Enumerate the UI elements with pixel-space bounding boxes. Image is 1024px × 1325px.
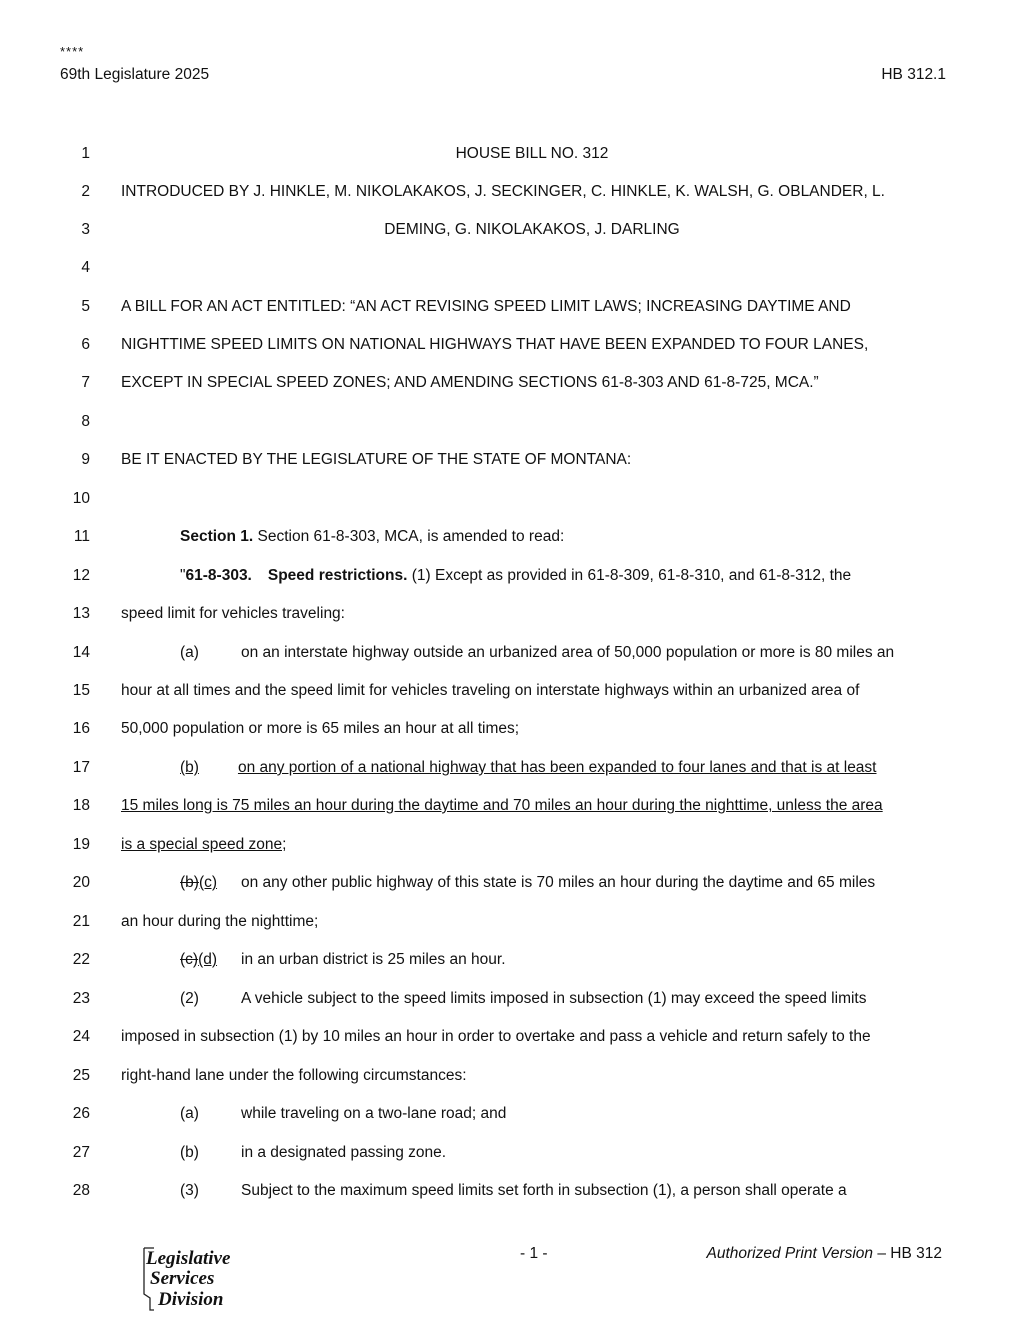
print-version-text: Authorized Print Version bbox=[706, 1245, 874, 1262]
header-stars: **** bbox=[60, 44, 85, 59]
subsection-label: (b) bbox=[180, 759, 199, 776]
bill-line-16 bbox=[0, 717, 1024, 741]
legislature-label: 69th Legislature 2025 bbox=[60, 66, 210, 83]
line-number: 11 bbox=[73, 528, 90, 545]
line-number: 7 bbox=[81, 374, 90, 391]
statute-number: 61-8-303. bbox=[185, 567, 252, 584]
line-number: 8 bbox=[81, 413, 90, 430]
logo-text-services: Services bbox=[150, 1268, 215, 1289]
subsection-label: (a) bbox=[180, 1105, 199, 1122]
inserted-text: is a special speed zone; bbox=[121, 836, 287, 853]
statute-text: 50,000 population or more is 65 miles an hour at all times; bbox=[121, 720, 520, 737]
bill-line-14 bbox=[0, 641, 1024, 665]
statute-text: an hour during the nighttime; bbox=[121, 913, 319, 930]
line-number: 23 bbox=[72, 990, 90, 1007]
subsection-label: (3) bbox=[180, 1182, 199, 1199]
line-number: 17 bbox=[72, 759, 90, 776]
statute-text: on an interstate highway outside an urbanized area of 50,000 population or more is 80 miles an bbox=[241, 644, 895, 661]
logo-text-legislative: Legislative bbox=[146, 1248, 231, 1269]
line-number: 4 bbox=[81, 259, 90, 276]
bill-line-7 bbox=[0, 371, 1024, 395]
bill-line-15 bbox=[0, 679, 1024, 703]
title-text: NIGHTTIME SPEED LIMITS ON NATIONAL HIGHWAYS THAT HAVE BEEN EXPANDED TO FOUR LANES, bbox=[121, 336, 869, 353]
statute-text: right-hand lane under the following circumstances: bbox=[121, 1067, 467, 1084]
print-version-dash: – bbox=[873, 1245, 891, 1262]
bill-line-5 bbox=[0, 295, 1024, 319]
statute-text: on any other public highway of this state is 70 miles an hour during the daytime and 65 miles bbox=[241, 874, 876, 891]
statute-text: speed limit for vehicles traveling: bbox=[121, 605, 345, 622]
title-text: A BILL FOR AN ACT ENTITLED: “AN ACT REVISING SPEED LIMIT LAWS; INCREASING DAYTIME AND bbox=[121, 298, 851, 315]
bill-line-26 bbox=[0, 1102, 1024, 1126]
line-number: 21 bbox=[72, 913, 90, 930]
line-number: 26 bbox=[72, 1105, 90, 1122]
line-number: 13 bbox=[72, 605, 90, 622]
enacting-clause: BE IT ENACTED BY THE LEGISLATURE OF THE STATE OF MONTANA: bbox=[121, 451, 632, 468]
bill-line-21 bbox=[0, 910, 1024, 934]
line-number: 28 bbox=[72, 1182, 90, 1199]
deleted-label: (c) bbox=[180, 951, 199, 968]
inserted-statute-text: on any portion of a national highway that has been expanded to four lanes and that is at least bbox=[237, 759, 877, 776]
bill-title: HOUSE BILL NO. 312 bbox=[455, 145, 609, 162]
logo-text-division: Division bbox=[158, 1289, 224, 1310]
bill-line-24 bbox=[0, 1025, 1024, 1049]
bill-line-23 bbox=[0, 987, 1024, 1011]
bill-line-27 bbox=[0, 1141, 1024, 1165]
line-number: 9 bbox=[81, 451, 90, 468]
subsection-label: (2) bbox=[180, 990, 199, 1007]
inserted-label: (c) bbox=[198, 874, 218, 891]
bill-line-22 bbox=[0, 948, 1024, 972]
print-version-bill: HB 312 bbox=[890, 1245, 942, 1262]
bill-line-18 bbox=[0, 794, 1024, 818]
open-quote: " bbox=[180, 567, 186, 584]
statute-text: in an urban district is 25 miles an hour. bbox=[241, 951, 506, 968]
line-number: 2 bbox=[81, 183, 90, 200]
statute-text: in a designated passing zone. bbox=[241, 1144, 447, 1161]
line-number: 14 bbox=[72, 644, 90, 661]
subsection-label: (a) bbox=[180, 644, 199, 661]
bill-line-1 bbox=[0, 142, 1024, 166]
statute-heading bbox=[180, 564, 851, 588]
line-number: 25 bbox=[72, 1067, 90, 1084]
bill-line-13 bbox=[0, 602, 1024, 626]
section-heading bbox=[180, 525, 564, 549]
statute-text: hour at all times and the speed limit for vehicles traveling on interstate highways within an urbanized area of bbox=[121, 682, 860, 699]
section-text: Section 61-8-303, MCA, is amended to read: bbox=[253, 528, 565, 545]
line-number: 18 bbox=[72, 797, 90, 814]
line-number: 12 bbox=[72, 567, 90, 584]
subsection-label bbox=[180, 871, 217, 895]
line-number: 27 bbox=[72, 1144, 90, 1161]
line-number: 1 bbox=[81, 145, 90, 162]
bill-line-17 bbox=[0, 756, 1024, 780]
line-number: 15 bbox=[72, 682, 90, 699]
statute-title: Speed restrictions. bbox=[267, 567, 408, 584]
line-number: 24 bbox=[72, 1028, 90, 1045]
bill-line-9 bbox=[0, 448, 1024, 472]
deleted-label: (b) bbox=[180, 874, 199, 891]
bill-line-11 bbox=[0, 525, 1024, 549]
subsection-label: (b) bbox=[180, 1144, 199, 1161]
statute-text: A vehicle subject to the speed limits imposed in subsection (1) may exceed the speed limits bbox=[241, 990, 867, 1007]
statute-text: imposed in subsection (1) by 10 miles an hour in order to overtake and pass a vehicle and return safely to the bbox=[121, 1028, 871, 1045]
inserted-label: (d) bbox=[198, 951, 218, 968]
bill-line-19 bbox=[0, 833, 1024, 857]
line-number: 5 bbox=[81, 298, 90, 315]
sponsors-line: INTRODUCED BY J. HINKLE, M. NIKOLAKAKOS, J. SECKINGER, C. HINKLE, K. WALSH, G. OBLANDER, L. bbox=[121, 183, 885, 200]
bill-line-12 bbox=[0, 564, 1024, 588]
bill-line-28 bbox=[0, 1179, 1024, 1203]
subsection-label bbox=[180, 948, 217, 972]
line-number: 20 bbox=[72, 874, 90, 891]
line-number: 16 bbox=[72, 720, 90, 737]
statute-text: Subject to the maximum speed limits set forth in subsection (1), a person shall operate a bbox=[241, 1182, 847, 1199]
inserted-text bbox=[180, 756, 877, 780]
statute-text: (1) Except as provided in 61-8-309, 61-8-310, and 61-8-312, the bbox=[407, 567, 852, 584]
legislative-services-logo bbox=[130, 1244, 260, 1314]
print-version-label bbox=[706, 1245, 942, 1263]
bill-line-10 bbox=[0, 487, 1024, 511]
line-number: 3 bbox=[81, 221, 90, 238]
line-number: 10 bbox=[72, 490, 90, 507]
line-number: 19 bbox=[72, 836, 90, 853]
bill-line-4 bbox=[0, 256, 1024, 280]
inserted-text: 15 miles long is 75 miles an hour during the daytime and 70 miles an hour during the nighttime, unless the area bbox=[121, 797, 883, 814]
bill-line-25 bbox=[0, 1064, 1024, 1088]
bill-line-3 bbox=[0, 218, 1024, 242]
statute-text: while traveling on a two-lane road; and bbox=[241, 1105, 507, 1122]
line-number: 6 bbox=[81, 336, 90, 353]
bill-line-6 bbox=[0, 333, 1024, 357]
line-number: 22 bbox=[72, 951, 90, 968]
bill-reference: HB 312.1 bbox=[881, 66, 946, 83]
title-text: EXCEPT IN SPECIAL SPEED ZONES; AND AMENDING SECTIONS 61-8-303 AND 61-8-725, MCA.” bbox=[121, 374, 819, 391]
sponsors-line: DEMING, G. NIKOLAKAKOS, J. DARLING bbox=[384, 221, 680, 238]
section-number: Section 1. bbox=[180, 528, 254, 545]
page-number: - 1 - bbox=[520, 1245, 548, 1262]
bill-line-20 bbox=[0, 871, 1024, 895]
bill-line-2 bbox=[0, 180, 1024, 204]
bill-line-8 bbox=[0, 410, 1024, 434]
